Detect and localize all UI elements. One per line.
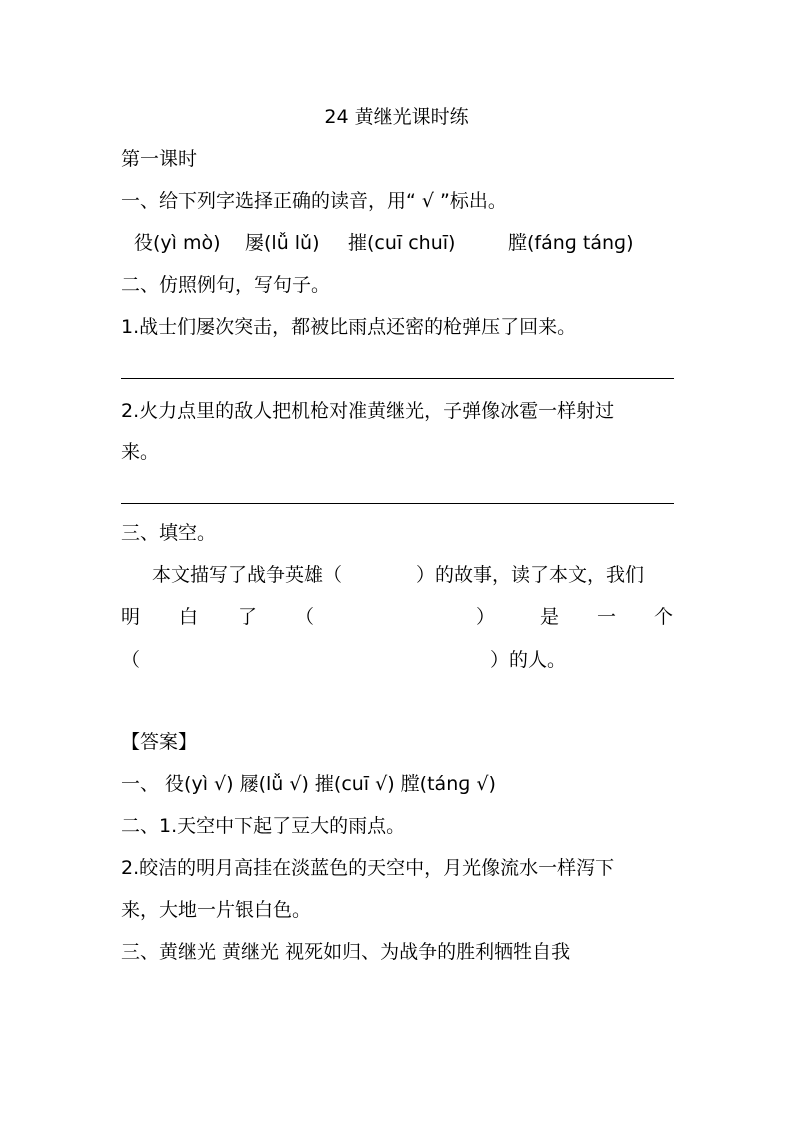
spread-char: 了: [238, 606, 258, 628]
spread-char: 个: [654, 606, 674, 628]
answers-heading: 【答案】: [121, 731, 198, 753]
answer-2-2-cont: 来，大地一片银白色。: [121, 899, 312, 921]
answer-1: 一、 役(yì √) 屦(lǚ √) 摧(cuī √) 膛(tánɡ √): [121, 773, 496, 795]
spread-char: （: [295, 606, 315, 628]
example-sentence-1: 1.战士们屡次突击，都被比雨点还密的枪弹压了回来。: [121, 316, 577, 338]
page-title: 24 黄继光课时练: [324, 106, 469, 128]
spread-char: ）: [476, 606, 496, 628]
lesson-label: 第一课时: [121, 148, 198, 170]
answer-3: 三、黄继光 黄继光 视死如归、为战争的胜利牺牲自我: [121, 941, 571, 963]
fill-blank-start: 本文描写了战争英雄（: [152, 564, 343, 586]
answer-line[interactable]: [121, 503, 674, 504]
pinyin-item: 膛(fánɡ tánɡ): [508, 232, 634, 254]
pinyin-item: 摧(cuī chuī): [348, 232, 456, 254]
question-1-heading: 一、给下列字选择正确的读音，用“ √ ”标出。: [121, 190, 507, 212]
fill-blank-close: ）的人。: [490, 649, 567, 671]
fill-blank-open: （: [121, 649, 141, 671]
spread-char: 明: [121, 606, 141, 628]
answer-2-2: 2.皎洁的明月高挂在淡蓝色的天空中，月光像流水一样泻下: [121, 857, 615, 879]
question-2-heading: 二、仿照例句，写句子。: [121, 274, 331, 296]
spread-char: 是: [540, 606, 560, 628]
spread-char: 白: [179, 606, 199, 628]
answer-2-1: 二、1.天空中下起了豆大的雨点。: [121, 815, 406, 837]
fill-blank-end: ）的故事，读了本文，我们: [416, 564, 645, 586]
answer-line[interactable]: [121, 378, 674, 379]
spread-char: 一: [597, 606, 617, 628]
pinyin-item: 役(yì mò): [134, 232, 221, 254]
example-sentence-2-cont: 来。: [121, 441, 160, 463]
question-3-heading: 三、填空。: [121, 522, 217, 544]
pinyin-item: 屡(lǚ lǔ): [245, 232, 320, 254]
example-sentence-2: 2.火力点里的敌人把机枪对准黄继光，子弹像冰雹一样射过: [121, 400, 615, 422]
